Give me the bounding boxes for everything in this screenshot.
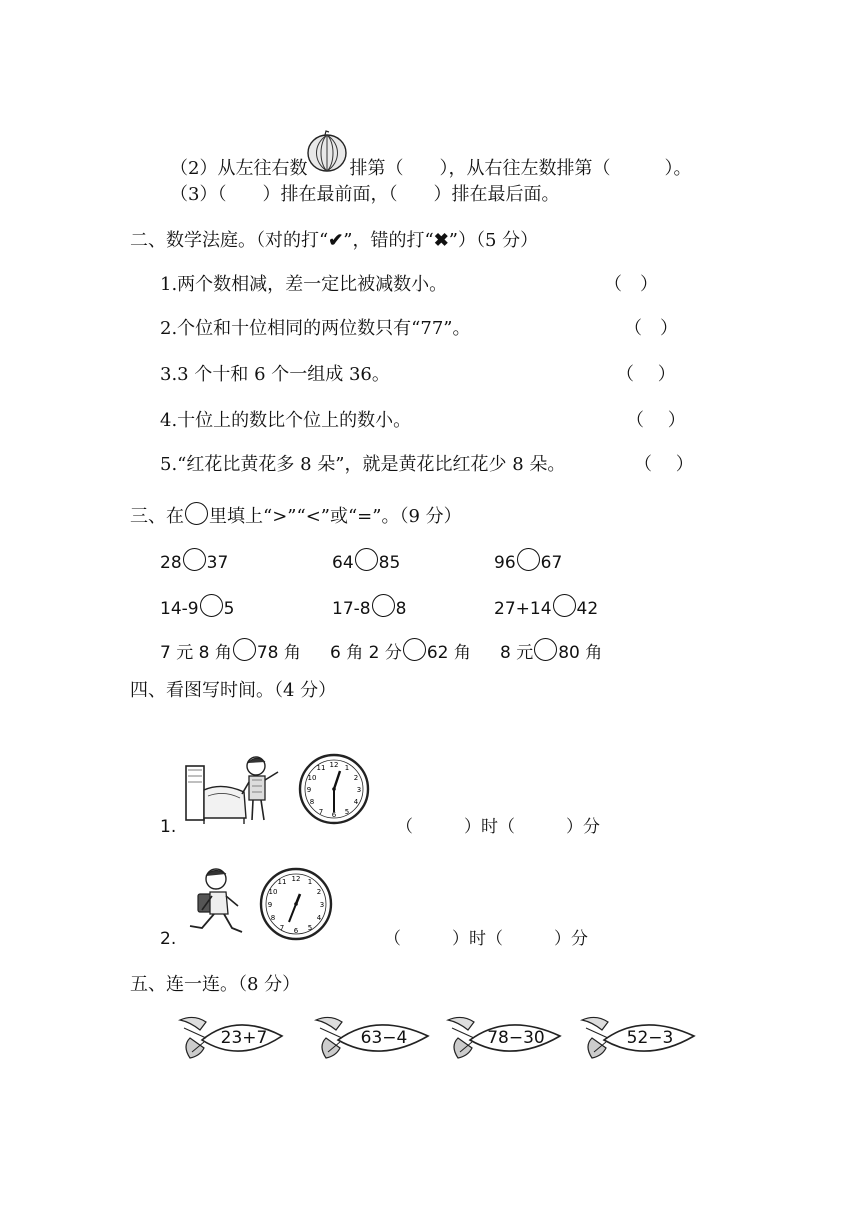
answer-circle[interactable] [183, 548, 206, 571]
leaf-row [176, 1008, 706, 1072]
check-icon: ✔ [328, 230, 344, 251]
svg-text:2: 2 [316, 888, 322, 896]
answer-circle[interactable] [517, 548, 540, 571]
svg-text:6: 6 [293, 927, 299, 935]
judge-item-2: 2.个位和十位相同的两位数只有“77”。 [160, 318, 471, 339]
svg-text:10: 10 [268, 888, 278, 896]
answer-circle[interactable] [534, 638, 557, 661]
judge-paren-5[interactable]: （ ） [634, 454, 694, 475]
q2-prefix: （2）从左往右数 [170, 158, 308, 179]
compare-1-3: 96 67 [494, 548, 562, 576]
watermelon-icon [305, 130, 349, 174]
svg-text:5: 5 [307, 924, 313, 932]
judge-paren-3[interactable]: （ ） [616, 364, 676, 385]
q2-line [170, 142, 691, 186]
svg-text:9: 9 [267, 901, 273, 909]
child-waking-up-icon [182, 752, 282, 828]
time-q2-answer[interactable]: （ ）时（ ）分 [384, 929, 588, 949]
answer-circle[interactable] [200, 594, 223, 617]
svg-text:1: 1 [344, 764, 350, 772]
leaf-expression: 63−4 [360, 1028, 408, 1048]
answer-circle[interactable] [355, 548, 378, 571]
svg-text:7: 7 [279, 924, 285, 932]
svg-text:3: 3 [356, 786, 362, 794]
cross-icon: ✖ [433, 230, 449, 251]
svg-text:3: 3 [319, 901, 325, 909]
part4-title: 四、看图写时间。（4 分） [130, 680, 337, 701]
answer-circle[interactable] [233, 638, 256, 661]
svg-text:11: 11 [277, 878, 287, 886]
leaf-icon[interactable] [176, 1008, 286, 1070]
judge-item-4: 4.十位上的数比个位上的数小。 [160, 410, 412, 431]
svg-text:10: 10 [307, 774, 317, 782]
part3-title: 三、在 里填上“>”“<”或“=”。（9 分） [130, 502, 462, 530]
clock-icon [258, 866, 334, 942]
judge-item-5: 5.“红花比黄花多 8 朵”，就是黄花比红花少 8 朵。 [160, 454, 566, 475]
svg-text:5: 5 [344, 808, 350, 816]
compare-3-3: 8 元 80 角 [500, 638, 602, 666]
judge-item-3: 3.3 个十和 6 个一组成 36。 [160, 364, 390, 385]
leaf-icon[interactable] [312, 1008, 432, 1070]
svg-text:12: 12 [291, 875, 301, 883]
svg-text:4: 4 [316, 914, 322, 922]
judge-paren-2[interactable]: （ ） [624, 318, 678, 339]
time-q1-number: 1. [160, 817, 177, 837]
judge-paren-1[interactable]: （ ） [604, 274, 658, 295]
q2-suffix: 排第（ ），从右往左数排第（ ）。 [349, 158, 692, 179]
svg-text:11: 11 [316, 764, 326, 772]
compare-1-1: 28 37 [160, 548, 228, 576]
answer-circle[interactable] [553, 594, 576, 617]
svg-text:4: 4 [353, 798, 359, 806]
judge-paren-4[interactable]: （ ） [626, 410, 686, 431]
svg-text:2: 2 [353, 774, 359, 782]
compare-3-2: 6 角 2 分 62 角 [330, 638, 471, 666]
leaf-expression: 78−30 [487, 1028, 545, 1048]
clock-icon [297, 752, 371, 826]
answer-circle[interactable] [403, 638, 426, 661]
svg-text:12: 12 [329, 761, 339, 769]
leaf-icon[interactable] [578, 1008, 698, 1070]
child-running-icon [180, 866, 250, 942]
answer-circle[interactable] [372, 594, 395, 617]
svg-text:6: 6 [331, 811, 337, 819]
compare-circle-icon [185, 502, 208, 525]
part2-title: 二、数学法庭。（对的打“✔”，错的打“✖”）（5 分） [130, 230, 539, 251]
leaf-expression: 23+7 [220, 1028, 268, 1048]
svg-text:9: 9 [306, 786, 312, 794]
svg-text:8: 8 [270, 914, 276, 922]
svg-text:1: 1 [307, 878, 313, 886]
compare-2-1: 14-9 5 [160, 594, 234, 622]
time-q2-number: 2. [160, 929, 177, 949]
compare-2-2: 17-8 8 [332, 594, 406, 622]
compare-1-2: 64 85 [332, 548, 400, 576]
compare-3-1: 7 元 8 角 78 角 [160, 638, 301, 666]
judge-item-1: 1.两个数相减，差一定比被减数小。 [160, 274, 448, 295]
q3-line: （3）（ ）排在最前面，（ ）排在最后面。 [170, 184, 560, 205]
compare-2-3: 27+14 42 [494, 594, 598, 622]
time-q1-answer[interactable]: （ ）时（ ）分 [396, 817, 600, 837]
leaf-icon[interactable] [444, 1008, 564, 1070]
svg-text:7: 7 [318, 808, 324, 816]
part5-title: 五、连一连。（8 分） [130, 974, 301, 995]
svg-text:8: 8 [309, 798, 315, 806]
leaf-expression: 52−3 [626, 1028, 674, 1048]
